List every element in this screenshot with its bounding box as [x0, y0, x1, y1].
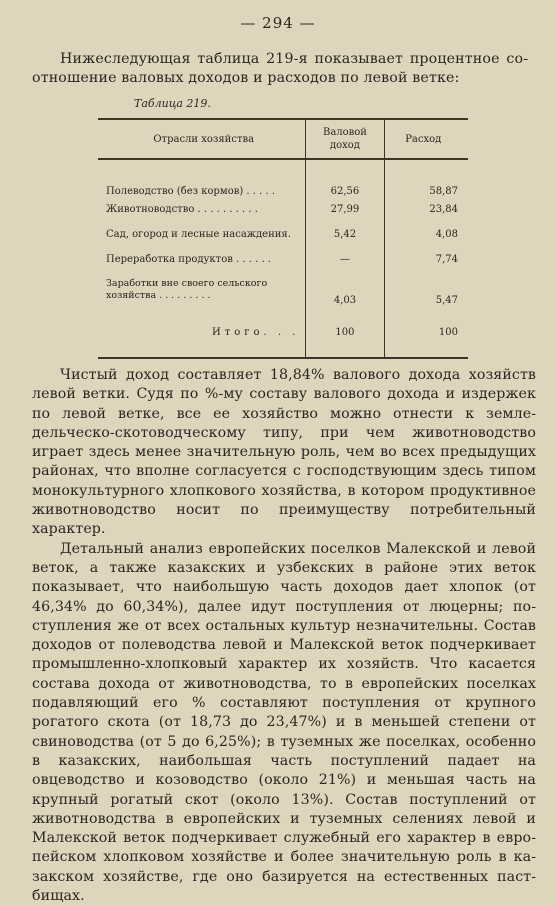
row-income: 62,56 — [306, 159, 384, 197]
row-expense: 58,87 — [384, 159, 468, 197]
row-label: Заработки вне своего сельского хозяйства . . . . . . . . . — [106, 278, 268, 301]
body-text — [32, 366, 536, 906]
row-label: Переработка продуктов . . . . . . — [106, 254, 271, 265]
row-income: 4,03 — [306, 272, 384, 308]
total-label: Итого. . . — [212, 327, 300, 338]
table-row — [98, 222, 468, 247]
header-branch: Отрасли хозяйства — [98, 119, 306, 159]
table-row — [98, 159, 468, 197]
table-caption: Таблица 219. — [134, 97, 211, 110]
income-expense-table — [98, 118, 468, 359]
intro-paragraph: Нижеследующая таблица 219-я показывает процентное соотношение валовых доходов и расходов по левой ветке: — [32, 51, 528, 86]
table-header-row — [98, 119, 468, 159]
paragraph-detailed-analysis: Детальный анализ европейских поселков Малекской и левой веток, а также казакских и узбекских в районе этих веток показывает, что наибольшую часть доходов дает хлопок (от 46,34% до 60,34%), далее идут поступления от люцерны; поступления же от всех остальных культур незначительны. Состав доходов от полеводства левой и Малекской веток подчеркивает промышленно-хлопковый характер их хозяйств. Что касается состава дохода от животноводства, то в европейских поселках подавляющий его % составляют поступления от крупного рогатого скота (от 18,73 до 23,47%) и в меньшей степени от свиноводства (от 5 до 6,25%); в туземных же поселках, особенно в казакских, наибольшая часть поступлений падает на овцеводство и козоводство (около 21%) и меньшая часть на крупный рогатый скот (около 13%). Состав поступлений от животноводства в европейских и туземных селениях левой и Малекской веток подчеркивает служебный его характер в европейском хлопковом хозяйстве и более значительную роль в казакском хозяйстве, где оно базируется на естественных пастбищах. — [32, 540, 536, 905]
row-income: 5,42 — [306, 222, 384, 247]
row-expense: 5,47 — [384, 272, 468, 308]
row-expense: 7,74 — [384, 247, 468, 272]
table-row — [98, 197, 468, 222]
header-income: Валовой доход — [306, 119, 384, 159]
row-expense: 23,84 — [384, 197, 468, 222]
row-income: — — [306, 247, 384, 272]
page-number: — 294 — — [240, 14, 316, 32]
total-income: 100 — [306, 308, 384, 358]
table-total-row — [98, 308, 468, 358]
total-expense: 100 — [384, 308, 468, 358]
table-row — [98, 272, 468, 308]
row-label: Животноводство . . . . . . . . . . — [106, 204, 258, 215]
row-label: Полеводство (без кормов) . . . . . — [106, 186, 276, 197]
table-row — [98, 247, 468, 272]
row-income: 27,99 — [306, 197, 384, 222]
header-expense: Расход — [384, 119, 468, 159]
row-expense: 4,08 — [384, 222, 468, 247]
row-label: Сад, огород и лесные насаждения. — [106, 229, 291, 240]
paragraph-net-income: Чистый доход составляет 18,84% валового дохода хозяйств левой ветки. Судя по %-му составу валового дохода и издержек по левой ветке, все ее хозяйство можно отнести к земледельческо-скотоводческому типу, при чем животноводство играет здесь менее значительную роль, чем во всех предыдущих районах, что вполне согласуется с господствующим здесь типом монокультурного хлопкового хозяйства, в котором продуктивное животноводство носит по преимуществу потребительный характер. — [32, 367, 536, 538]
